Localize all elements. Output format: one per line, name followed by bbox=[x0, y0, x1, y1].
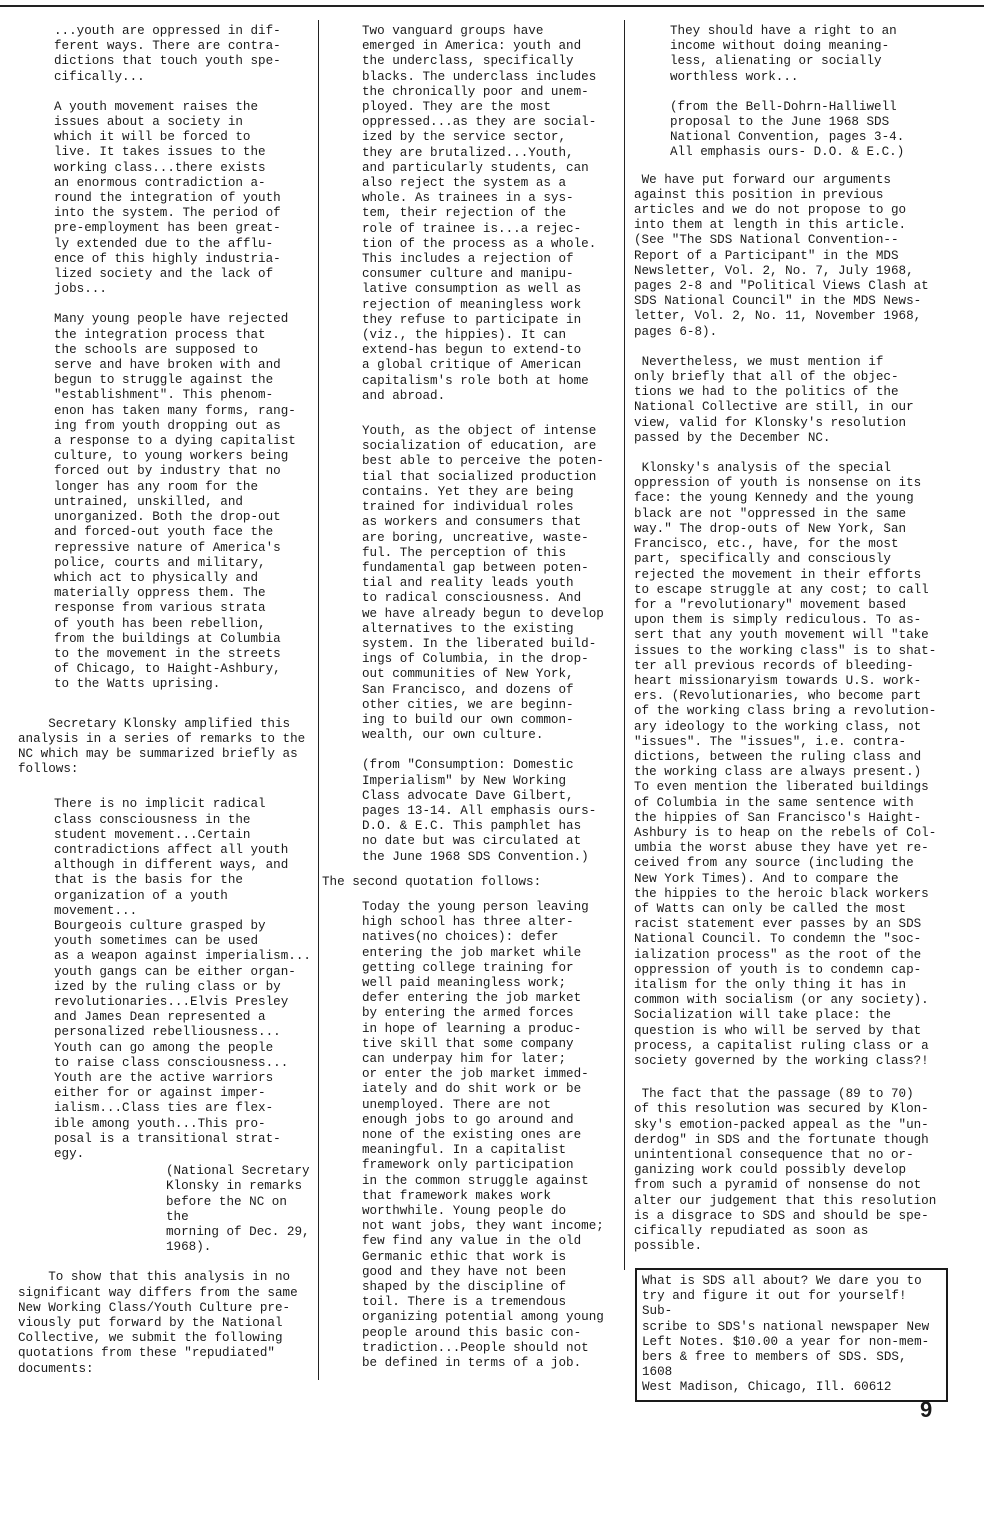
column-divider-left bbox=[318, 20, 319, 1380]
column-divider-right bbox=[624, 20, 625, 1270]
subscription-box bbox=[635, 1268, 948, 1402]
paragraph-second-quotation: The second quotation follows: bbox=[322, 874, 542, 889]
paragraph-nevertheless: Nevertheless, we must mention if only briefly that all of the objec- tions we had to the politics of the National Collective are still, in our view, valid for Klonsky's resolution passed by the December NC. bbox=[634, 354, 914, 445]
citation-bell-dohrn: (from the Bell-Dohrn-Halliwell proposal to the June 1968 SDS National Convention, pages 3-4. All emphasis ours- D.O. & E.C.) bbox=[670, 99, 905, 160]
column-3 bbox=[634, 24, 944, 1269]
citation-gilbert: (from "Consumption: Domestic Imperialism" by New Working Class advocate Dave Gilbert, pages 13-14. All emphasis ours- D.O. & E.C. This pamphlet has no date but was circulated at the June 1968 SDS Convention.) bbox=[362, 758, 597, 864]
top-border-rule bbox=[0, 0, 984, 7]
quote-youth-oppressed: ...youth are oppressed in dif- ferent ways. There are contra- dictions that touch youth spe- cifically... bbox=[54, 24, 281, 84]
page-number: 9 bbox=[920, 1397, 933, 1422]
subscription-text: What is SDS all about? We dare you to try and figure it out for yourself! Sub- scribe to SDS's national newspaper New Left Notes. $10.00 a year for non-mem- bers & free to members of SDS. SDS, 1608 West Madison, Chicago, Ill. 60612 bbox=[642, 1274, 930, 1395]
paragraph-arguments: We have put forward our arguments against this position in previous articles and we do not propose to go into them at length in this article. (See "The SDS National Convention-- Report of a Participant" in the MDS Newsletter, Vol. 2, No. 7, July 1968, pages 2-8 and "Political Views Clash at SDS National Council" in the MDS News- letter, Vol. 2, No. 11, November 1968, pages 6-8). bbox=[634, 172, 929, 339]
quote-youth-socialization: Youth, as the object of intense socialization of education, are best able to perceive the poten- tial that socialized production contains. Yet they are being trained for individual roles as workers and consumers that are boring, uncreative, waste- ful. The perception of this fundamental gap between poten- tial and reality leads youth to radical consciousness. And we have already begun to develop alternatives to the existing system. In the liberated build- ings of Columbia, in the drop- out communities of New York, San Francisco, and dozens of other cities, we are beginn- ing to build our own common- wealth, our own culture. bbox=[362, 424, 604, 743]
paragraph-to-show: To show that this analysis in no significant way differs from the same New Working Class/Youth Culture pre- viously put forward by the National Collective, we submit the following quotations from these "repudiated" documents: bbox=[18, 1270, 298, 1376]
quote-klonsky-remarks: There is no implicit radical class consciousness in the student movement...Certain contradictions affect all youth although in different ways, and that is the basis for the organization of a youth movement... Bourgeois culture grasped by youth sometimes can be used as a weapon against imperialism... youth gangs can be either organ- ized by the ruling class or by revolutionaries...Elvis Presley and James Dean represented a personalized rebelliousness... Youth can go among the people to raise class consciousness... Youth are the active warriors either for or against imper- ialism...Class ties are flex- ible among youth...This pro- posal is a transitional strat- egy. bbox=[54, 797, 311, 1162]
column-2 bbox=[322, 24, 622, 1386]
paragraph-klonsky-amplified: Secretary Klonsky amplified this analysis in a series of remarks to the NC which may be summarized briefly as follows: bbox=[18, 716, 306, 777]
quote-vanguard-groups: Two vanguard groups have emerged in America: youth and the underclass, specifically blacks. The underclass includes the chronically poor and unem- ployed. They are the most oppressed...as they are social- ized by the service sector, they are brutalized...Youth, and particularly students, can also reject the system as a whole. As trainees in a sys- tem, their rejection of the role of trainee is...a rejec- tion of the process as a whole. This includes a rejection of consumer culture and manipu- lative consumption as well as rejection of meaningless work they refuse to participate in (viz., the hippies). It can extend-has begun to extend-to a global critique of American capitalism's role both at home and abroad. bbox=[362, 24, 597, 403]
quote-right-to-income: They should have a right to an income without doing meaning- less, alienating or socially worthless work... bbox=[670, 24, 897, 84]
quote-youth-movement: A youth movement raises the issues about a society in which it will be forced to live. It takes issues to the working class...there exists an enormous contradiction a- round the integration of youth into the system. The period of pre-employment has been great- ly extended due to the afflu- ence of this highly industria- lized society and the lack of jobs... bbox=[54, 99, 281, 297]
citation-klonsky: (National Secretary Klonsky in remarks before the NC on the morning of Dec. 29, 1968). bbox=[166, 1164, 310, 1255]
paragraph-passage-fact: The fact that the passage (89 to 70) of this resolution was secured by Klon- sky's emotion-packed appeal as the "un- derdog" in SDS and the fortunate though unintentional consequence that no or- ganizing work could possibly develop from such a pyramid of nonsense do not alter our judgement that this resolution is a disgrace to SDS and should be spe- cifically repudiated as soon as possible. bbox=[634, 1087, 937, 1254]
column-1 bbox=[18, 24, 314, 1392]
quote-young-person: Today the young person leaving high school has three alter- natives(no choices): defer entering the job market while getting college training for well paid meaningless work; defer entering the job market by entering the armed forces in hope of learning a produc- tive skill that some company can underpay him for later; or enter the job market immed- iately and do shit work or be unemployed. There are not enough jobs to go around and none of the existing ones are meaningful. In a capitalist framework only participation in the common struggle against that framework makes work worthwhile. Young people do not want jobs, they want income; few find any value in the old Germanic ethic that work is good and they have not been shaped by the discipline of toil. There is a tremendous organizing potential among young people around this basic con- tradiction...People should not be defined in terms of a job. bbox=[362, 899, 604, 1371]
paragraph-klonsky-analysis: Klonsky's analysis of the special oppression of youth is nonsense on its face: the young Kennedy and the young black are not "oppressed in the same way." The drop-outs of New York, San Francisco, etc., have, for the most part, specifically and consciously rejected the movement in their efforts to escape struggle at any cost; to call for a "revolutionary" movement based upon them is simply rediculous. To as- sert that any youth movement will "take issues to the working class" is to shat- ter all previous records of bleeding- heart missionaryism towards U.S. work- ers. (Revolutionaries, who become part of the working class bring a revolution- ary ideology to the working class, not "issues". The "issues", i.e. contra- dictions, between the ruling class and the working class are always present.) To even mention the liberated buildings of Columbia in the same sentence with the hippies of San Francisco's Haight- Ashbury is to heap on the rebels of Col- umbia the worst abuse they have yet re- ceived from any source (including the New York Times). And to compare the the hippies to the heroic black workers of Watts can only be called the most racist statement ever passes by an SDS National Council. To condemn the "soc- ialization process" as the root of the oppression of youth is to condemn cap- italism for the only thing it has in common with socialism (or any society). Socialization will take place: the question is who will be served by that process, a capitalist ruling class or a society governed by the working class?! bbox=[634, 461, 937, 1068]
quote-rejected-integration: Many young people have rejected the integration process that the schools are supposed to serve and have broken with and begun to struggle against the "establishment". This phenom- enon has taken many forms, rang- ing from youth dropping out as a response to a dying capitalist culture, to young workers being forced out by industry that no longer has any room for the untrained, unskilled, and unorganized. Both the drop-out and forced-out youth face the repressive nature of America's police, courts and military, which act to physically and materially oppress them. The response from various strata of youth has been rebellion, from the buildings at Columbia to the movement in the streets of Chicago, to Haight-Ashbury, to the Watts uprising. bbox=[54, 312, 296, 692]
